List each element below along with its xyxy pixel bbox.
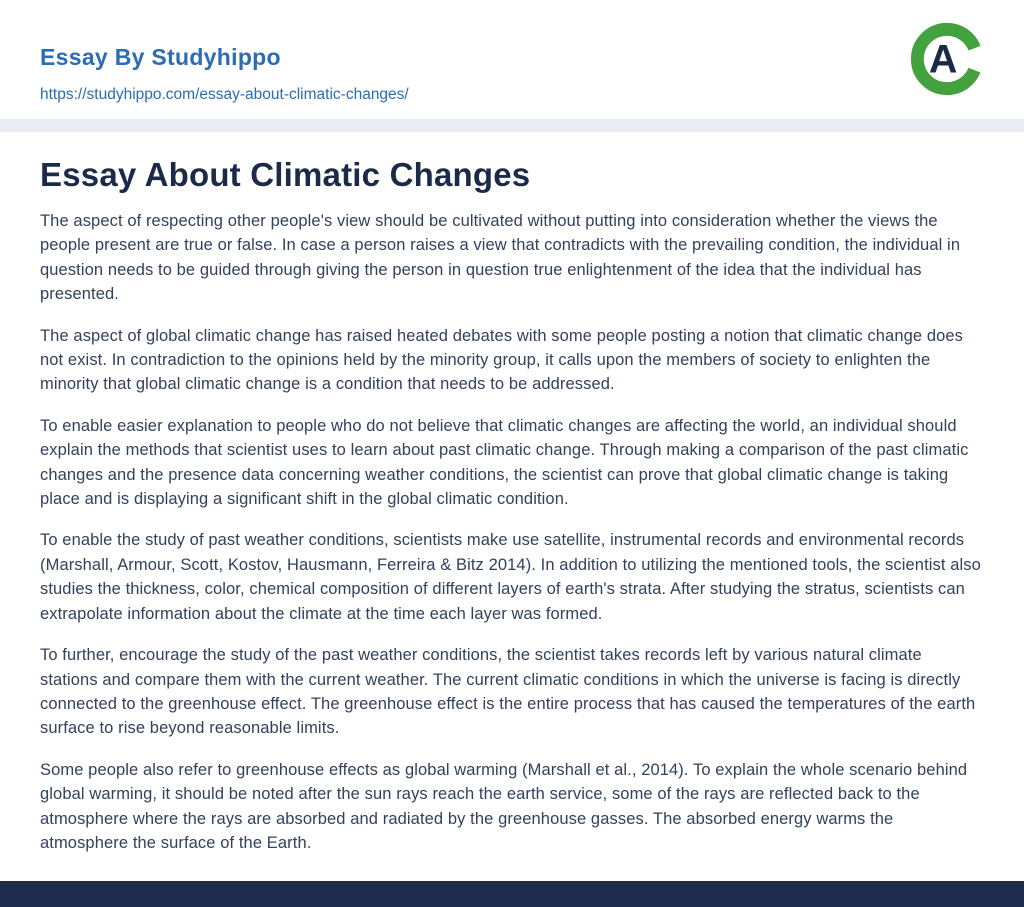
paragraph: Some people also refer to greenhouse effects as global warming (Marshall et al., 2014). To explain the whole scenario behind global warming, it should be noted after the sun rays reach the earth service, some of the rays are reflected back to the atmosphere where the rays are absorbed and radiated by the greenhouse gasses. The absorbed energy warms the atmosphere the surface of the Earth. xyxy=(40,760,968,852)
paragraph: The aspect of respecting other people's view should be cultivated without putting into consideration whether the views the people present are true or false. In case a person raises a view that contradicts with the prevailing condition, the individual in question needs to be guided through giving the person in question true enlightenment of the idea that the individual has presented. xyxy=(40,212,961,304)
page-title: Essay About Climatic Changes xyxy=(40,156,531,193)
article-content xyxy=(0,156,1024,855)
paragraph: To further, encourage the study of the past weather conditions, the scientist takes records left by various natural climate stations and compare them with the current weather. The current climatic conditions in which the universe is facing is directly connected to the greenhouse effect. The greenhouse effect is the entire process that has caused the temperatures of the earth surface to rise beyond reasonable limits. xyxy=(40,646,976,738)
studyhippo-logo xyxy=(909,21,985,97)
site-title: Essay By Studyhippo xyxy=(40,44,281,70)
page-header xyxy=(0,0,1024,119)
article-body xyxy=(40,209,984,855)
paragraph: To enable the study of past weather conditions, scientists make use satellite, instrumental records and environmental records (Marshall, Armour, Scott, Kostov, Hausmann, Ferreira & Bitz 2014). In addition to utilizing the mentioned tools, the scientist also studies the thickness, color, chemical composition of different layers of earth's strata. After studying the stratus, scientists can extrapolate information about the climate at the time each layer was formed. xyxy=(40,531,981,623)
footer-bar xyxy=(0,881,1024,907)
paragraph: The aspect of global climatic change has raised heated debates with some people posting a notion that climatic change does not exist. In contradiction to the opinions held by the minority group, it calls upon the members of society to enlighten the minority that global climatic change is a condition that needs to be addressed. xyxy=(40,326,964,394)
article-url-link[interactable]: https://studyhippo.com/essay-about-climatic-changes/ xyxy=(40,86,409,103)
header-divider xyxy=(0,119,1024,132)
paragraph: To enable easier explanation to people who do not believe that climatic changes are affecting the world, an individual should explain the methods that scientist uses to learn about past climatic change. Through making a comparison of the past climatic changes and the presence data concerning weather conditions, the scientist can prove that global climatic change is taking place and is displaying a significant shift in the global climatic condition. xyxy=(40,416,969,509)
logo-letter: A xyxy=(928,37,958,82)
